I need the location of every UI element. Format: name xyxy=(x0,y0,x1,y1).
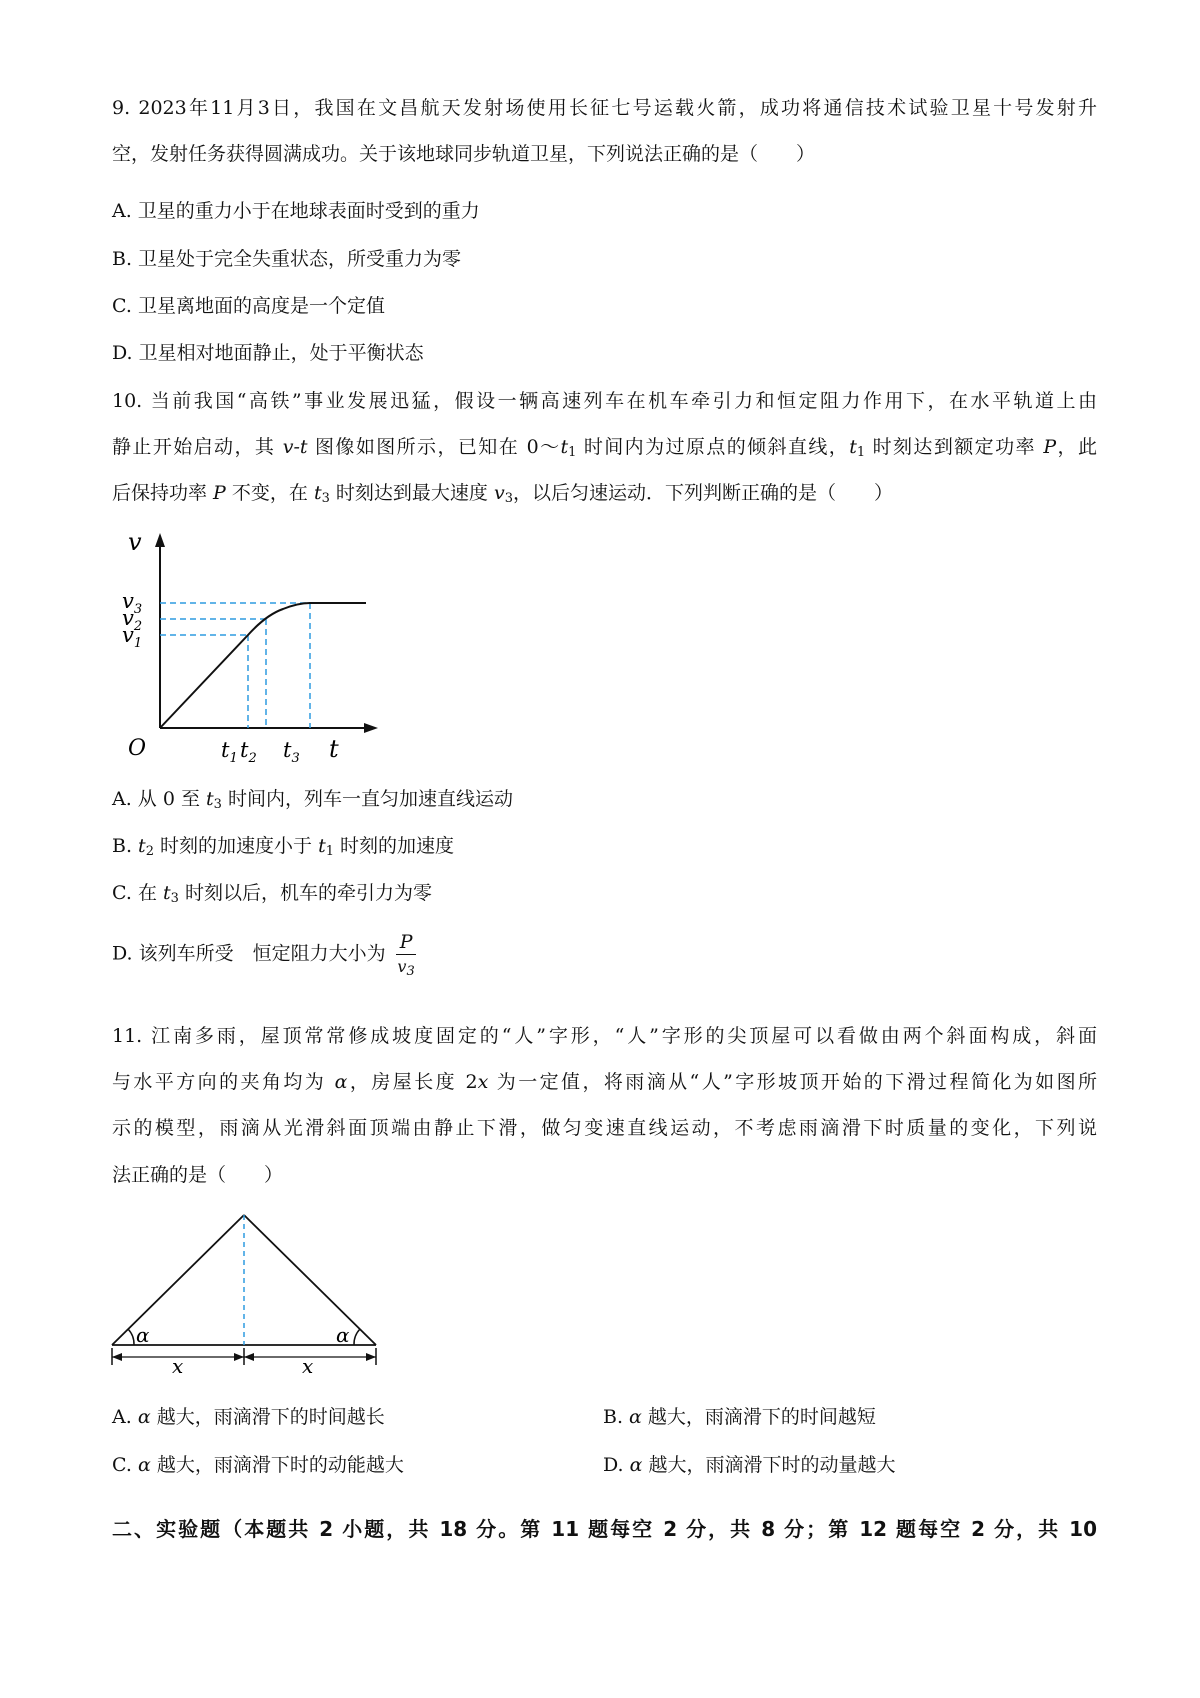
q9-option-d: D. 卫星相对地面静止，处于平衡状态 xyxy=(112,342,424,364)
q9-stem-line1: 9. 2023年11月3日，我国在文昌航天发射场使用长征七号运载火箭，成功将通信技术试验卫星十号发射升 xyxy=(112,97,1097,119)
q11-stem-line4: 法正确的是（ ） xyxy=(112,1164,284,1186)
q9-option-c: C. 卫星离地面的高度是一个定值 xyxy=(112,295,385,317)
q11-option-b: B. α 越大，雨滴滑下的时间越短 xyxy=(603,1406,876,1428)
q10-option-b: B. $t_2$ 时刻的加速度小于 $t_1$ 时刻的加速度 xyxy=(112,835,455,859)
arrow-left-2 xyxy=(234,1353,244,1361)
velocity-curve xyxy=(160,603,366,728)
arrow-right-2 xyxy=(366,1353,376,1361)
q9-stem-line2: 空，发射任务获得圆满成功。关于该地球同步轨道卫星，下列说法正确的是（ ） xyxy=(112,143,816,165)
right-angle-arc xyxy=(354,1329,360,1345)
v3-label: $v_3$ xyxy=(122,589,143,617)
left-length-label: x xyxy=(172,1354,184,1375)
right-angle-label: α xyxy=(336,1323,350,1347)
v2-label: $v_2$ xyxy=(122,606,143,634)
q11-option-c: C. α 越大，雨滴滑下时的动能越大 xyxy=(112,1454,404,1476)
q9-option-b: B. 卫星处于完全失重状态，所受重力为零 xyxy=(112,248,462,270)
t1-label: $t_1$ xyxy=(221,738,238,765)
q10-stem-line2: 静止开始启动，其 v-t 图像如图所示，已知在 $0\sim t_1$ 时间内为过原点的倾斜直线，$t_1$ 时刻达到额定功率 P，此 xyxy=(112,436,1097,460)
t-axis-label: t xyxy=(329,735,339,763)
q11-stem-line1: 11. 江南多雨，屋顶常常修成坡度固定的“人”字形，“人”字形的尖顶屋可以看做由两个斜面构成，斜面 xyxy=(112,1025,1097,1047)
q11-option-a: A. α 越大，雨滴滑下的时间越长 xyxy=(112,1406,385,1428)
origin-label: O xyxy=(128,736,147,761)
right-length-label: x xyxy=(302,1354,314,1375)
arrow-right-1 xyxy=(244,1353,254,1361)
q10-option-c: C. 在 $t_3$ 时刻以后，机车的牵引力为零 xyxy=(112,882,432,906)
t2-label: $t_2$ xyxy=(240,738,257,765)
q11-stem-line3: 示的模型，雨滴从光滑斜面顶端由静止下滑，做匀变速直线运动，不考虑雨滴滑下时质量的变化，下列说 xyxy=(112,1117,1097,1139)
q10-stem-line3: 后保持功率 P 不变，在 $t_3$ 时刻达到最大速度 $v_3$，以后匀速运动．下列判断正确的是（ ） xyxy=(112,482,893,506)
resistance-fraction: $\frac{P}{v_3}$ xyxy=(397,931,415,979)
roof-figure xyxy=(104,1205,384,1375)
q11-stem-line2: 与水平方向的夹角均为 α，房屋长度 2x 为一定值，将雨滴从“人”字形坡顶开始的下滑过程简化为如图所 xyxy=(112,1071,1097,1093)
q10-option-d: D. 该列车所受 恒定阻力大小为 $\frac{P}{v_3}$ xyxy=(112,931,415,979)
roof-left-slope xyxy=(112,1215,244,1345)
v1-label: $v_1$ xyxy=(122,623,143,651)
left-angle-arc xyxy=(128,1329,134,1345)
q10-option-a: A. 从 0 至 $t_3$ 时间内，列车一直匀加速直线运动 xyxy=(112,788,513,812)
t3-label: $t_3$ xyxy=(283,738,300,765)
v-axis-label: v xyxy=(128,528,142,556)
v-axis-arrow xyxy=(155,533,165,547)
left-angle-label: α xyxy=(136,1323,150,1347)
q10-stem-line1: 10. 当前我国“高铁”事业发展迅猛，假设一辆高速列车在机车牵引力和恒定阻力作用下，在水平轨道上由 xyxy=(112,390,1097,412)
q11-option-d: D. α 越大，雨滴滑下时的动量越大 xyxy=(603,1454,896,1476)
roof-right-slope xyxy=(244,1215,376,1345)
t-axis-arrow xyxy=(364,723,378,733)
arrow-left-1 xyxy=(112,1353,122,1361)
section-2-heading: 二、实验题（本题共 2 小题，共 18 分。第 11 题每空 2 分，共 8 分；第 12 题每空 2 分，共 10 xyxy=(112,1517,1097,1541)
vt-graph xyxy=(118,525,388,765)
q9-option-a: A. 卫星的重力小于在地球表面时受到的重力 xyxy=(112,200,480,222)
